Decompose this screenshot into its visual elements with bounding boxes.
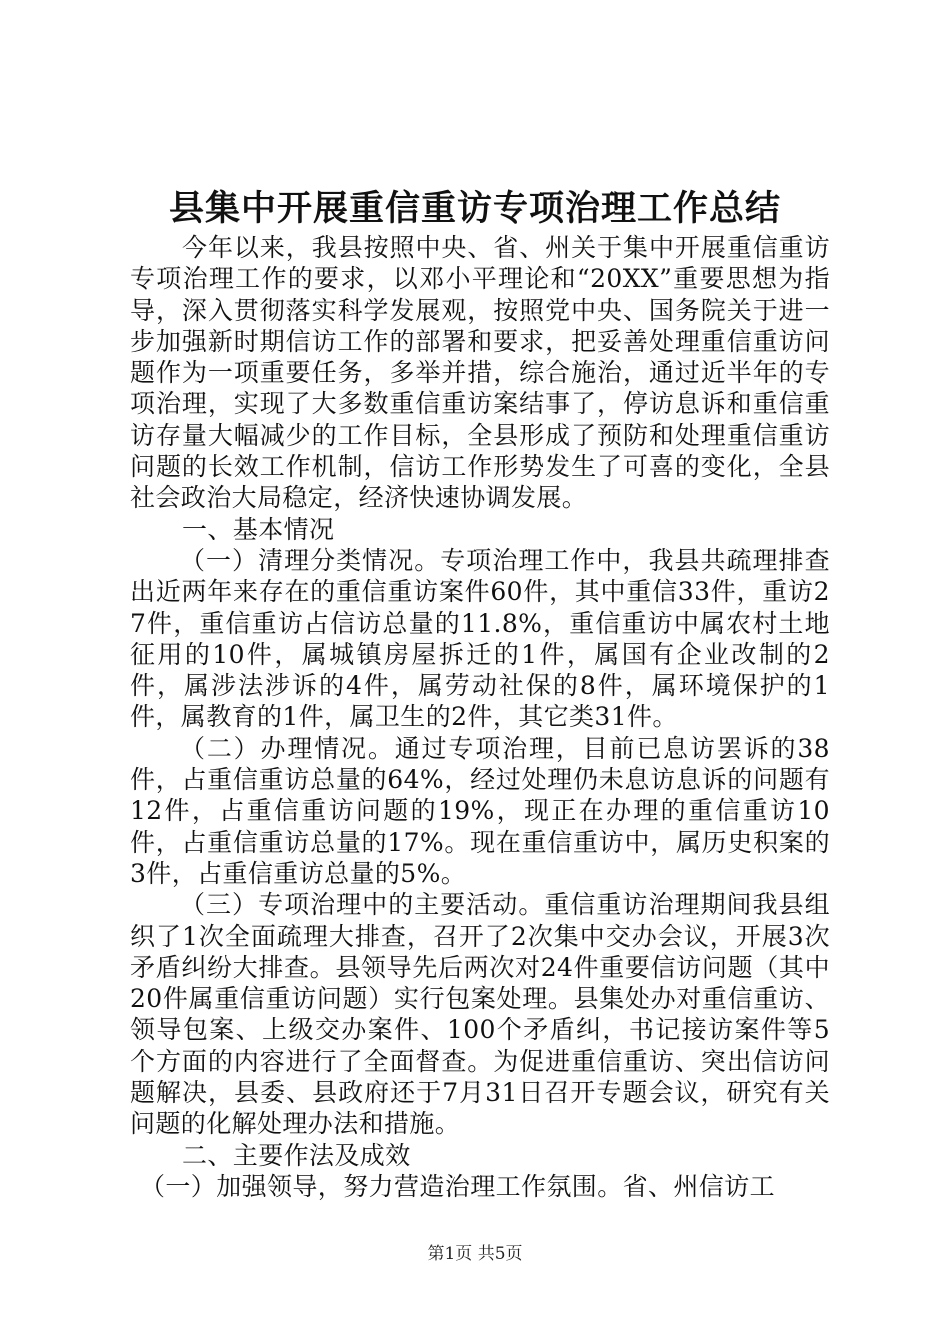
- section-heading-practices: 二、主要作法及成效: [182, 1140, 411, 1170]
- section-heading-basic-situation: 一、基本情况: [182, 514, 335, 544]
- paragraph-classification: （一）清理分类情况。专项治理工作中，我县共疏理排查出近两年来存在的重信重访案件60件，其中重信33件，重访27件，重信重访占信访总量的11.8%，重信重访中属农村土地征用的10件，属城镇房屋拆迁的1件，属国有企业改制的2件，属涉法涉诉的4件，属劳动社保的8件，属环境保护的1件，属教育的1件，属卫生的2件，其它类31件。: [130, 545, 830, 732]
- paragraph-main-activities: （三）专项治理中的主要活动。重信重访治理期间我县组织了1次全面疏理大排查，召开了2次集中交办会议，开展3次矛盾纠纷大排查。县领导先后两次对24件重要信访问题（其中20件属重信重访问题）实行包案处理。县集处办对重信重访、领导包案、上级交办案件、100个矛盾纠，书记接访案件等5个方面的内容进行了全面督查。为促进重信重访、突出信访问题解决，县委、县政府还于7月31日召开专题会议，研究有关问题的化解处理办法和措施。: [130, 890, 830, 1139]
- paragraph-leadership: （一）加强领导，努力营造治理工作氛围。省、州信访工: [140, 1171, 776, 1201]
- paragraph-handling: （二）办理情况。通过专项治理，目前已息访罢诉的38件，占重信重访总量的64%，经过处理仍未息访息诉的问题有12件，占重信重访问题的19%，现正在办理的重信重访10件，占重信重访总量的17%。现在重信重访中，属历史积案的3件，占重信重访总量的5%。: [130, 733, 830, 888]
- document-body: [130, 232, 830, 1202]
- page-footer: 第1页 共5页: [427, 1244, 523, 1264]
- intro-paragraph: 今年以来，我县按照中央、省、州关于集中开展重信重访专项治理工作的要求，以邓小平理论和“20XX”重要思想为指导，深入贯彻落实科学发展观，按照党中央、国务院关于进一步加强新时期信访工作的部署和要求，把妥善处理重信重访问题作为一项重要任务，多举并措，综合施治，通过近半年的专项治理，实现了大多数重信重访案结事了，停访息诉和重信重访存量大幅减少的工作目标，全县形成了预防和处理重信重访问题的长效工作机制，信访工作形势发生了可喜的变化，全县社会政治大局稳定，经济快速协调发展。: [130, 233, 830, 513]
- document-title: 县集中开展重信重访专项治理工作总结: [168, 188, 781, 229]
